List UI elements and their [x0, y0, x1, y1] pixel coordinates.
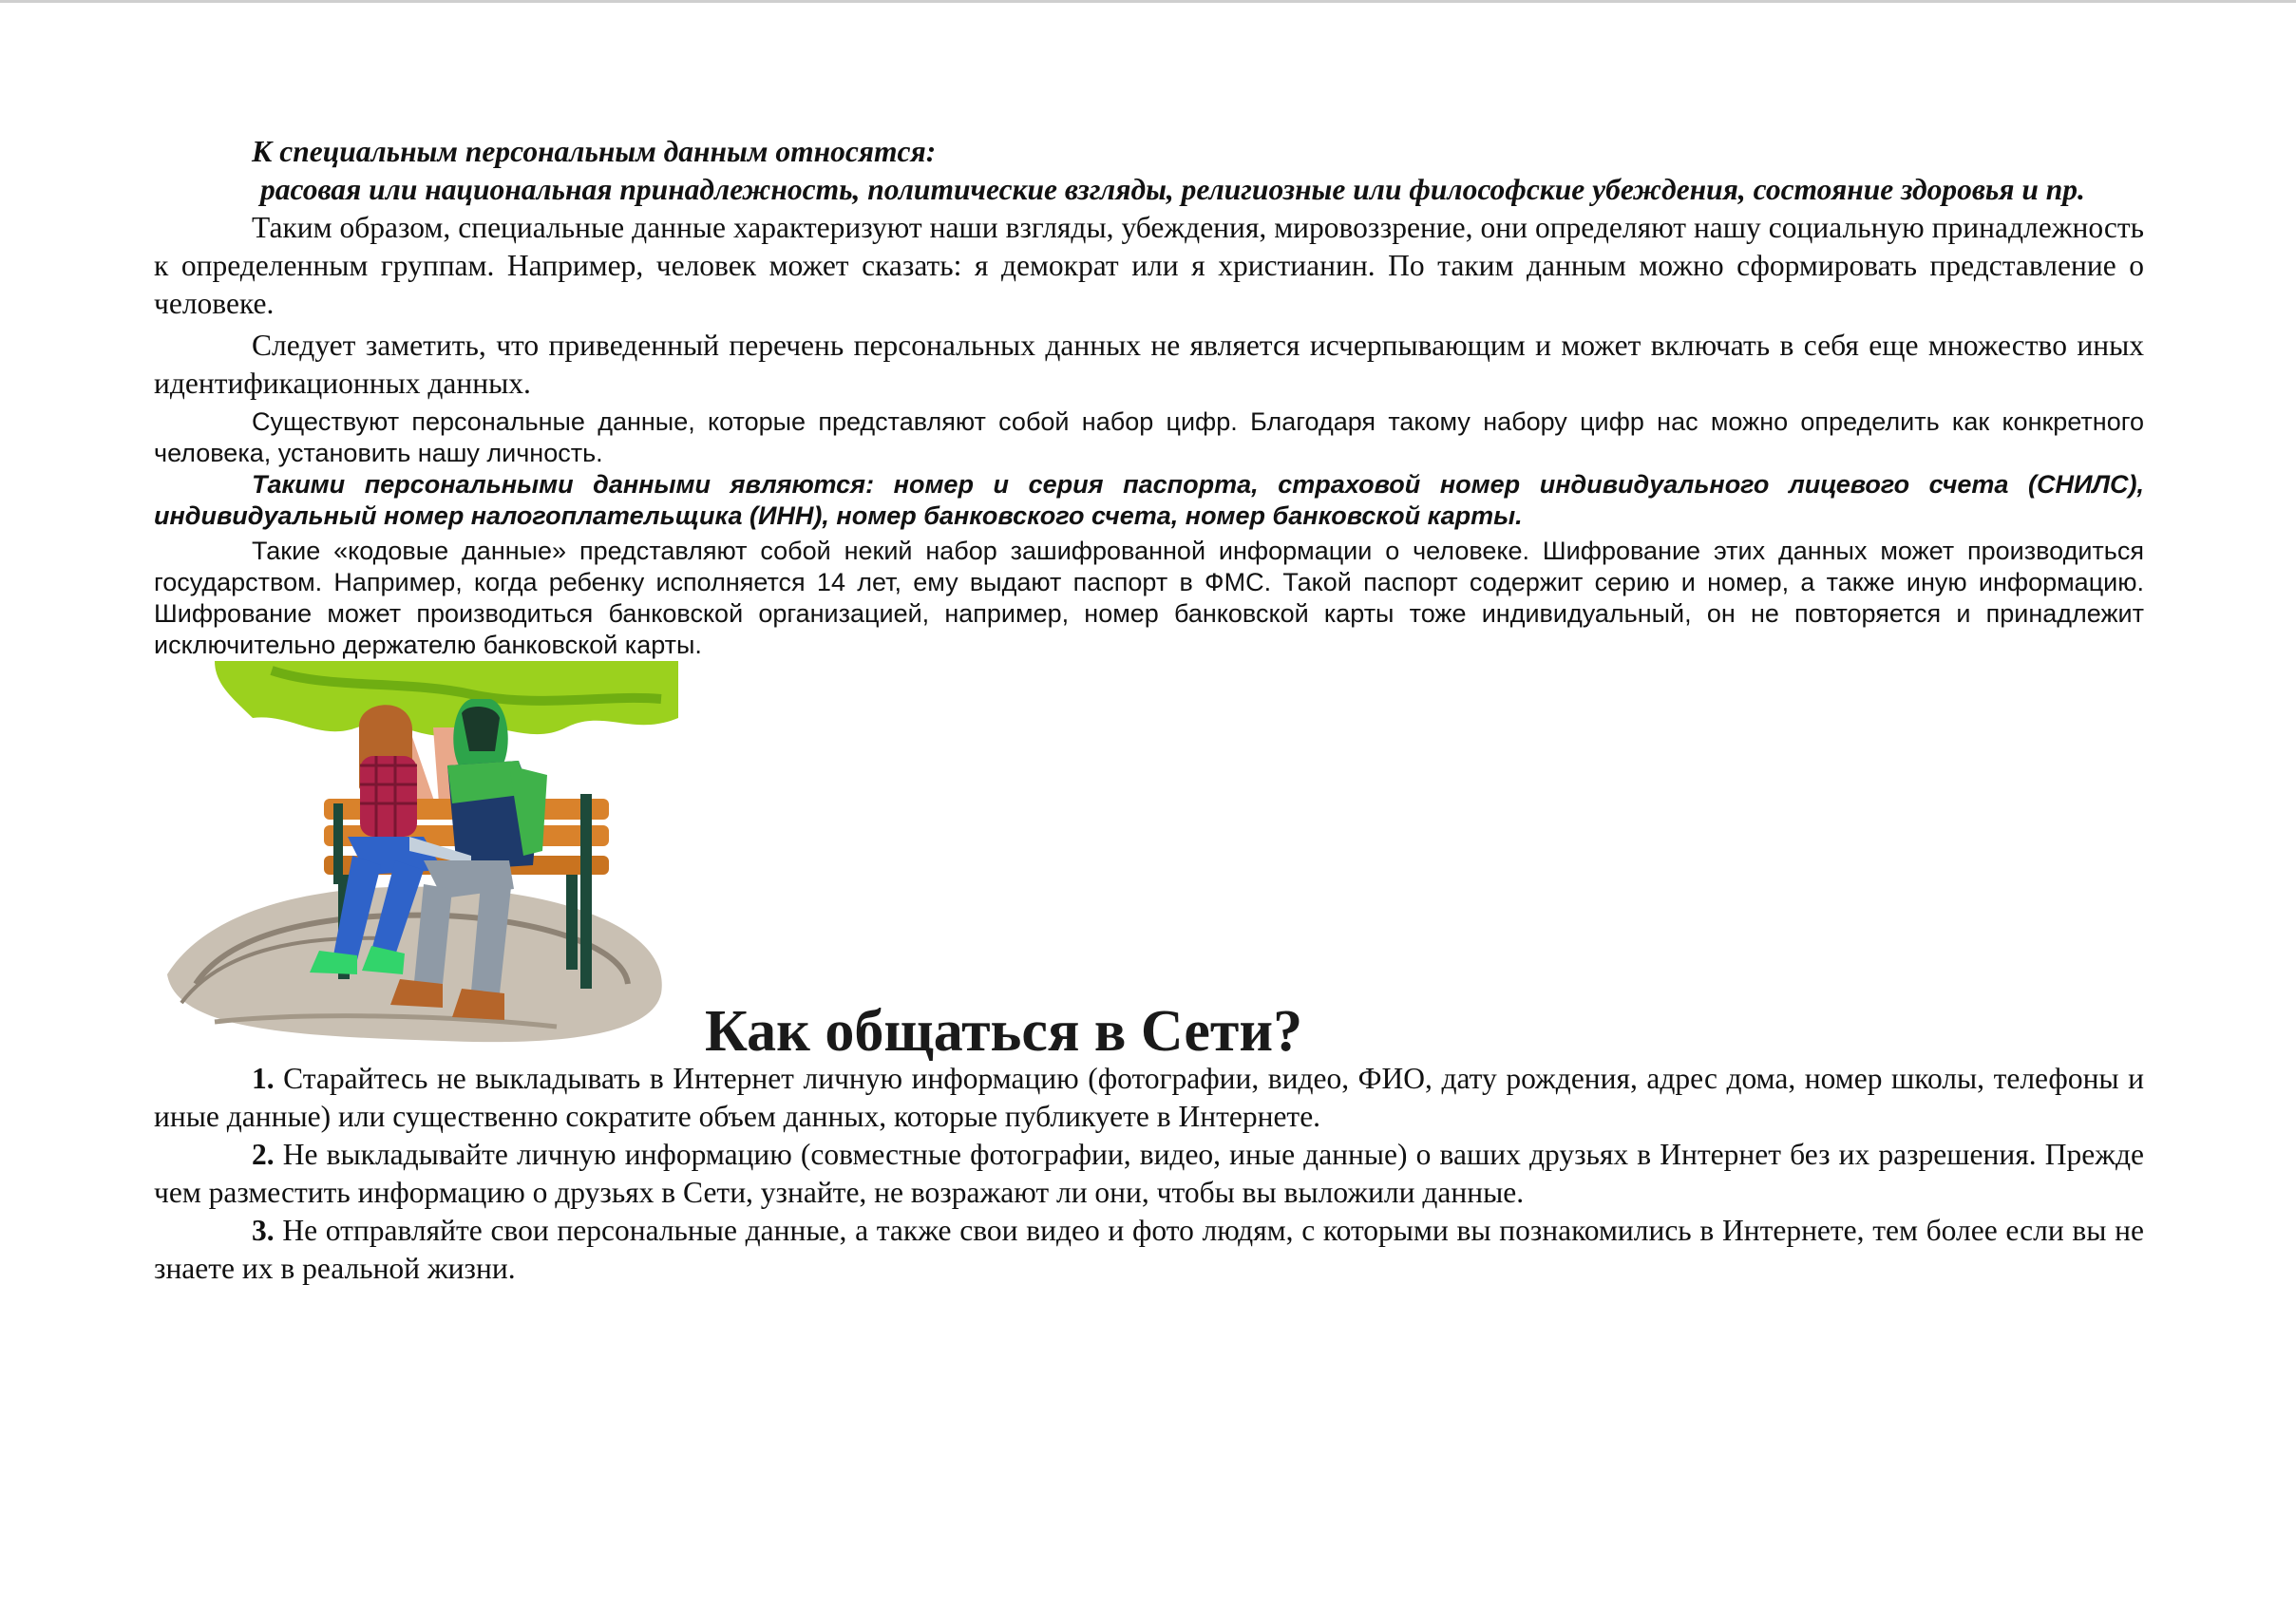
top-border — [0, 0, 2296, 3]
coded-data-paragraph: Такие «кодовые данные» представляют собой некий набор зашифрованной информации о человеке. Шифрование этих данных может производиться государством. Например, когда ребенку исполняется 14 лет, ему выдают паспорт в ФМС. Такой паспорт содержит серию и номер, а также иную информацию. Шифрование может производиться банковской организацией, например, номер банковской карты тоже индивидуальный, он не повторяется и принадлежит исключительно держателю банковской карты. — [154, 537, 2144, 659]
rule-3-number: 3. — [252, 1214, 275, 1247]
rule-3 — [154, 1212, 2144, 1288]
rule-2 — [154, 1136, 2144, 1212]
rule-1-number: 1. — [252, 1062, 275, 1095]
special-data-heading: К специальным персональным данным относятся: — [252, 135, 937, 168]
document-page — [154, 133, 2144, 1288]
rule-1-text: Старайтесь не выкладывать в Интернет личную информацию (фотографии, видео, ФИО, дату рождения, адрес дома, номер школы, телефоны и иные данные) или существенно сократите объем данных, которые публикуете в Интернете. — [154, 1062, 2144, 1133]
special-data-list: расовая или национальная принадлежность, политические взгляды, религиозные или философские убеждения, состояние здоровья и пр. — [260, 173, 2085, 206]
numeric-data-examples: Такими персональными данными являются: номер и серия паспорта, страховой номер индивидуального лицевого счета (СНИЛС), индивидуальный номер налогоплательщика (ИНН), номер банковского счета, номер банковской карты. — [154, 470, 2144, 530]
numeric-data-paragraph: Существуют персональные данные, которые представляют собой набор цифр. Благодаря такому набору цифр нас можно определить как конкретного человека, установить нашу личность. — [154, 407, 2144, 467]
rule-2-text: Не выкладывайте личную информацию (совместные фотографии, видео, иные данные) о ваших друзьях в Интернет без их разрешения. Прежде чем разместить информацию о друзьях в Сети, узнайте, не возражают ли они, чтобы вы выложили данные. — [154, 1138, 2144, 1209]
teens-on-bench-illustration — [158, 661, 678, 1050]
rule-1 — [154, 1060, 2144, 1136]
rule-2-number: 2. — [252, 1138, 275, 1171]
illustration-row — [154, 661, 2144, 1064]
rule-3-text: Не отправляйте свои персональные данные, а также свои видео и фото людям, с которыми вы познакомились в Интернете, тем более если вы не знаете их в реальной жизни. — [154, 1214, 2144, 1285]
special-data-paragraph: Таким образом, специальные данные характеризуют наши взгляды, убеждения, мировоззрение, они определяют нашу социальную принадлежность к определенным группам. Например, человек может сказать: я демократ или я христианин. По таким данным можно сформировать представление о человеке. — [154, 211, 2144, 320]
note-paragraph: Следует заметить, что приведенный перечень персональных данных не является исчерпывающим и может включать в себя еще множество иных идентификационных данных. — [154, 329, 2144, 400]
section-title: Как общаться в Сети? — [705, 999, 1303, 1064]
